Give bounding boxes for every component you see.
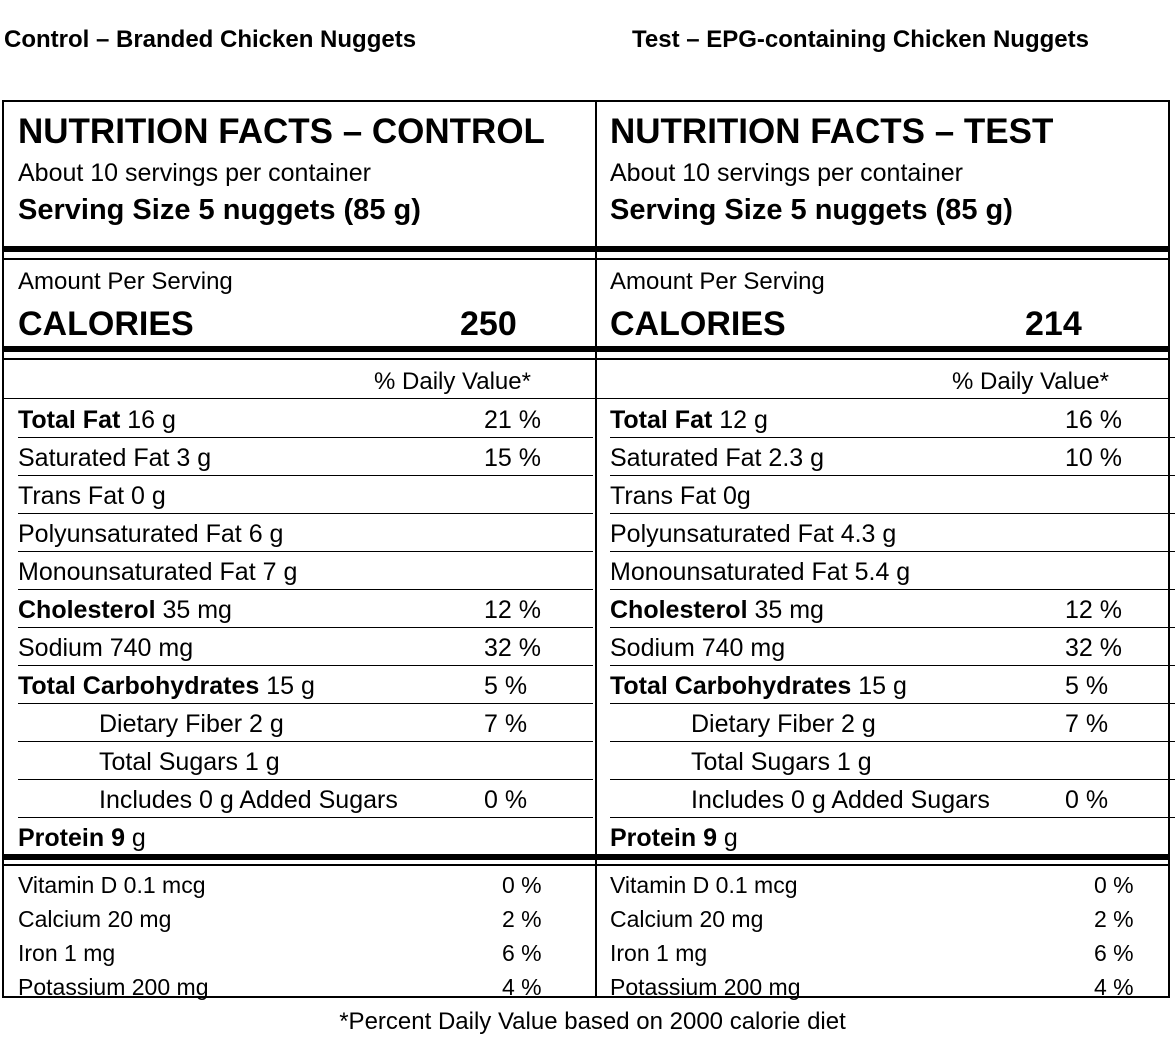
nutrient-label: Monounsaturated Fat 7 g — [18, 558, 298, 586]
vitamin-label: Potassium 200 mg — [18, 974, 209, 1000]
nutrient-label: Sodium 740 mg — [610, 634, 786, 662]
daily-value-percent: 7 % — [484, 710, 528, 738]
serving-size: Serving Size 5 nuggets (85 g) — [610, 194, 1013, 226]
nutrient-row — [18, 590, 578, 628]
nutrient-row — [18, 514, 578, 552]
nutrient-label: Saturated Fat 3 g — [18, 444, 212, 472]
vitamin-percent: 2 % — [502, 906, 542, 932]
calories-label: CALORIES — [610, 305, 786, 343]
vitamin-percent: 2 % — [1094, 906, 1134, 932]
nutrient-row — [610, 780, 1170, 818]
nutrient-label: Includes 0 g Added Sugars — [99, 786, 398, 814]
servings-per-container: About 10 servings per container — [610, 159, 963, 187]
nutrient-row — [18, 476, 578, 514]
vitamin-label: Iron 1 mg — [610, 940, 708, 966]
nutrient-row — [18, 818, 578, 856]
nutrient-row — [610, 666, 1170, 704]
daily-value-percent: 5 % — [484, 672, 528, 700]
nutrient-row — [610, 628, 1170, 666]
daily-value-percent: 16 % — [1065, 406, 1122, 434]
nutrient-label: Total Fat 12 g — [610, 406, 768, 434]
nutrient-label: Polyunsaturated Fat 6 g — [18, 520, 284, 548]
vitamin-percent: 6 % — [502, 940, 542, 966]
nutrient-row — [18, 742, 578, 780]
nutrient-row — [610, 742, 1170, 780]
nutrient-label: Total Fat 16 g — [18, 406, 176, 434]
vitamin-label: Iron 1 mg — [18, 940, 116, 966]
daily-value-percent: 0 % — [484, 786, 528, 814]
nutrient-row — [610, 400, 1170, 438]
vitamin-percent: 4 % — [502, 974, 542, 1000]
vitamin-label: Vitamin D 0.1 mcg — [18, 872, 206, 898]
nutrient-row — [18, 552, 578, 590]
vitamin-percent: 6 % — [1094, 940, 1134, 966]
vitamin-row — [610, 868, 1170, 902]
daily-value-percent: 21 % — [484, 406, 541, 434]
nutrient-label: Dietary Fiber 2 g — [691, 710, 876, 738]
calories-label: CALORIES — [18, 305, 194, 343]
nutrient-label: Cholesterol 35 mg — [610, 596, 824, 624]
vitamin-label: Calcium 20 mg — [610, 906, 764, 932]
daily-value-percent: 12 % — [1065, 596, 1122, 624]
vitamin-row — [18, 868, 578, 902]
nutrient-label: Trans Fat 0g — [610, 482, 751, 510]
daily-value-percent: 12 % — [484, 596, 541, 624]
nutrient-row — [610, 704, 1170, 742]
calories-value: 250 — [460, 305, 517, 343]
nutrient-row — [18, 400, 578, 438]
daily-value-percent: 5 % — [1065, 672, 1109, 700]
nutrient-label: Dietary Fiber 2 g — [99, 710, 284, 738]
nutrient-label: Includes 0 g Added Sugars — [691, 786, 990, 814]
nutrient-row — [18, 628, 578, 666]
vitamin-label: Vitamin D 0.1 mcg — [610, 872, 798, 898]
calories-value: 214 — [1025, 305, 1082, 343]
nutrient-row — [610, 514, 1170, 552]
nutrient-label: Total Carbohydrates 15 g — [18, 672, 315, 700]
nutrient-row — [18, 438, 578, 476]
nutrition-comparison-table — [2, 100, 1170, 998]
vitamin-percent: 4 % — [1094, 974, 1134, 1000]
nutrient-row — [610, 476, 1170, 514]
panel-title: NUTRITION FACTS – CONTROL — [18, 112, 545, 151]
test-caption: Test – EPG-containing Chicken Nuggets — [632, 26, 1089, 53]
daily-value-percent: 32 % — [484, 634, 541, 662]
serving-size: Serving Size 5 nuggets (85 g) — [18, 194, 421, 226]
nutrient-row — [610, 438, 1170, 476]
control-panel — [18, 102, 578, 1000]
nutrient-label: Protein 9 g — [610, 824, 738, 852]
daily-value-percent: 0 % — [1065, 786, 1109, 814]
daily-value-percent: 10 % — [1065, 444, 1122, 472]
nutrient-row — [18, 666, 578, 704]
column-divider — [595, 102, 597, 996]
panel-title: NUTRITION FACTS – TEST — [610, 112, 1054, 151]
nutrient-label: Total Carbohydrates 15 g — [610, 672, 907, 700]
nutrient-label: Polyunsaturated Fat 4.3 g — [610, 520, 897, 548]
vitamin-row — [610, 936, 1170, 970]
control-caption: Control – Branded Chicken Nuggets — [4, 26, 417, 53]
vitamin-label: Potassium 200 mg — [610, 974, 801, 1000]
nutrient-label: Trans Fat 0 g — [18, 482, 166, 510]
nutrient-label: Total Sugars 1 g — [691, 748, 872, 776]
vitamin-row — [18, 936, 578, 970]
daily-value-header: % Daily Value* — [952, 368, 1109, 395]
nutrient-label: Total Sugars 1 g — [99, 748, 280, 776]
nutrient-row — [610, 818, 1170, 856]
daily-value-percent: 15 % — [484, 444, 541, 472]
nutrient-label: Saturated Fat 2.3 g — [610, 444, 825, 472]
daily-value-percent: 7 % — [1065, 710, 1109, 738]
nutrient-label: Sodium 740 mg — [18, 634, 194, 662]
amount-per-serving: Amount Per Serving — [18, 268, 233, 295]
footnote: *Percent Daily Value based on 2000 calorie diet — [339, 1008, 846, 1035]
nutrient-row — [18, 780, 578, 818]
test-panel — [610, 102, 1170, 1000]
vitamin-row — [610, 902, 1170, 936]
nutrient-row — [18, 704, 578, 742]
vitamin-row — [610, 970, 1170, 1004]
nutrient-label: Cholesterol 35 mg — [18, 596, 232, 624]
amount-per-serving: Amount Per Serving — [610, 268, 825, 295]
vitamin-row — [18, 970, 578, 1004]
vitamin-percent: 0 % — [502, 872, 542, 898]
vitamin-percent: 0 % — [1094, 872, 1134, 898]
nutrient-label: Protein 9 g — [18, 824, 146, 852]
daily-value-header: % Daily Value* — [374, 368, 531, 395]
nutrient-row — [610, 552, 1170, 590]
nutrient-label: Monounsaturated Fat 5.4 g — [610, 558, 911, 586]
vitamin-label: Calcium 20 mg — [18, 906, 172, 932]
nutrient-row — [610, 590, 1170, 628]
servings-per-container: About 10 servings per container — [18, 159, 371, 187]
daily-value-percent: 32 % — [1065, 634, 1122, 662]
vitamin-row — [18, 902, 578, 936]
